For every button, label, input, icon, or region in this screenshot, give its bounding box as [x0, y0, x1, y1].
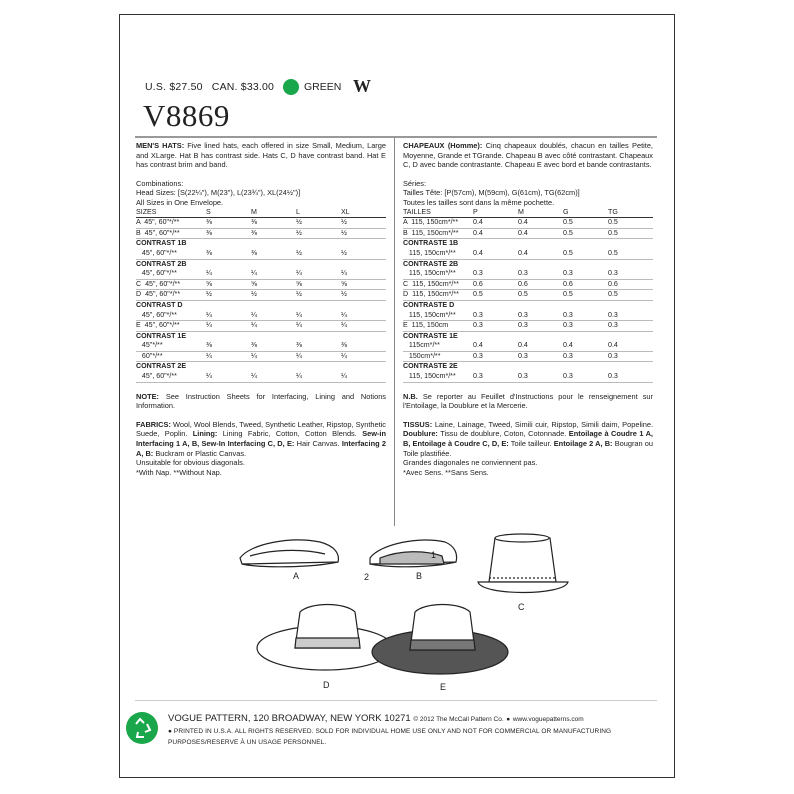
hat-c-label: C	[518, 602, 525, 612]
cell-value: ½	[341, 290, 386, 301]
recycle-icon	[125, 711, 159, 745]
cell-value: ⅝	[251, 279, 296, 290]
cell-value	[473, 259, 518, 269]
hat-d-drawing	[257, 605, 393, 671]
cell-value: 0.3	[518, 269, 563, 279]
row-label: B 45", 60"*/**	[136, 228, 206, 239]
cell-value: ¼	[296, 351, 341, 362]
price-us: U.S. $27.50	[145, 81, 203, 93]
cell-value: 0.5	[608, 228, 653, 239]
row-label: CONTRASTE 1E	[403, 331, 458, 340]
head-sizes: Head Sizes: [S(22¼"), M(23"), L(23¾"), XL(24½")]	[136, 188, 301, 198]
cell-value	[518, 239, 563, 249]
yardage-table	[136, 208, 386, 383]
cell-value: 0.5	[608, 249, 653, 259]
row-label: A 45", 60"*/**	[136, 218, 206, 229]
cell-value	[563, 239, 608, 249]
cell-value	[608, 362, 653, 372]
cell-value: 0.3	[608, 311, 653, 321]
table-row	[136, 341, 386, 351]
table-header-cell: M	[518, 208, 563, 218]
row-label: 115cm*/**	[403, 341, 473, 351]
row-label: D 45", 60"*/**	[136, 290, 206, 301]
pattern-number: V8869	[143, 98, 230, 133]
table-row	[136, 259, 386, 269]
table-row	[403, 218, 653, 229]
cell-value	[341, 259, 386, 269]
hat-e-drawing	[372, 605, 508, 675]
cell-value: 0.5	[563, 218, 608, 229]
cell-value: 0.3	[563, 372, 608, 382]
table-row	[136, 279, 386, 290]
row-label: CONTRAST 1E	[136, 331, 187, 340]
column-divider	[394, 138, 395, 526]
cell-value: ¼	[341, 372, 386, 382]
cell-value	[473, 300, 518, 310]
cell-value	[296, 300, 341, 310]
cell-value: ½	[296, 228, 341, 239]
color-dot	[283, 79, 299, 95]
table-row	[403, 362, 653, 372]
cell-value: ¼	[296, 372, 341, 382]
table-row	[403, 279, 653, 290]
cell-value: ¼	[251, 311, 296, 321]
table-row	[136, 239, 386, 249]
cell-value: 0.6	[473, 279, 518, 290]
cell-value: ¼	[206, 372, 251, 382]
cell-value	[473, 331, 518, 341]
cell-value	[518, 259, 563, 269]
table-row	[403, 239, 653, 249]
head-sizes-fr: Tailles Tête: [P(57cm), M(59cm), G(61cm), TG(62cm)]	[403, 188, 580, 198]
footer-website: www.voguepatterns.com	[512, 716, 584, 723]
row-label: E 115, 150cm	[403, 321, 473, 332]
cell-value: ¼	[206, 269, 251, 279]
cell-value: 0.5	[563, 228, 608, 239]
cell-value: 0.3	[608, 321, 653, 332]
cell-value: 0.3	[518, 372, 563, 382]
cell-value: ¼	[251, 321, 296, 332]
row-label: CONTRAST 2B	[136, 259, 187, 268]
cell-value	[251, 362, 296, 372]
cell-value: ¼	[296, 321, 341, 332]
table-row	[403, 249, 653, 259]
row-label: CONTRASTE 2B	[403, 259, 459, 268]
cell-value: ¼	[296, 311, 341, 321]
footer-address: VOGUE PATTERN, 120 BROADWAY, NEW YORK 10271	[168, 713, 411, 724]
footer-divider	[135, 700, 657, 701]
table-header-row	[136, 208, 386, 218]
table-row	[403, 290, 653, 301]
cell-value: 0.3	[473, 321, 518, 332]
hat-drawings	[230, 520, 590, 695]
cell-value	[473, 362, 518, 372]
table-row	[403, 300, 653, 310]
cell-value: ⅜	[206, 341, 251, 351]
table-row	[136, 321, 386, 332]
cell-value: ⅜	[206, 218, 251, 229]
hat-b-label: B	[416, 571, 423, 581]
cell-value	[563, 300, 608, 310]
cell-value: ½	[341, 218, 386, 229]
unsuitable: Unsuitable for obvious diagonals.	[136, 458, 245, 468]
cell-value: 0.4	[473, 218, 518, 229]
row-label: 115, 150cm*/**	[403, 311, 473, 321]
price-line	[145, 81, 280, 93]
cell-value	[518, 300, 563, 310]
cell-value	[608, 239, 653, 249]
table-row	[136, 372, 386, 382]
brand-mark: W	[353, 76, 371, 96]
cell-value: 0.3	[518, 321, 563, 332]
header-divider	[135, 136, 657, 138]
hat-illustrations	[230, 520, 590, 695]
table-row	[403, 351, 653, 362]
nap-note: *With Nap. **Without Nap.	[136, 467, 222, 477]
cell-value: ¼	[341, 311, 386, 321]
hat-e-label: E	[440, 682, 447, 692]
row-label: CONTRAST D	[136, 300, 183, 309]
cell-value: 0.4	[563, 341, 608, 351]
cell-value	[341, 300, 386, 310]
table-header-cell: S	[206, 208, 251, 218]
cell-value: 0.4	[518, 228, 563, 239]
row-label: 115, 150cm*/**	[403, 269, 473, 279]
cell-value: ⅜	[341, 341, 386, 351]
footer-copyright: © 2012 The McCall Pattern Co.	[413, 716, 504, 723]
hat-a-drawing	[240, 540, 338, 567]
row-label: 115, 150cm*/**	[403, 249, 473, 259]
nap-note-fr: *Avec Sens. **Sans Sens.	[403, 467, 489, 477]
cell-value	[251, 259, 296, 269]
table-header-cell: P	[473, 208, 518, 218]
row-label: E 45", 60"*/**	[136, 321, 206, 332]
row-label: CONTRASTE 2E	[403, 362, 458, 371]
row-label: 115, 150cm*/**	[403, 372, 473, 382]
cell-value: ½	[341, 249, 386, 259]
cell-value: 0.3	[518, 311, 563, 321]
table-header-cell: L	[296, 208, 341, 218]
cell-value	[608, 331, 653, 341]
cell-value	[473, 239, 518, 249]
cell-value	[251, 239, 296, 249]
cell-value: ¼	[341, 351, 386, 362]
cell-value: 0.3	[563, 321, 608, 332]
row-label: 150cm*/**	[403, 351, 473, 362]
series-label: Séries:	[403, 178, 427, 188]
cell-value: ½	[341, 228, 386, 239]
cell-value: 0.3	[473, 372, 518, 382]
unsuitable-fr: Grandes diagonales ne conviennent pas.	[403, 458, 538, 468]
table-header-cell: M	[251, 208, 296, 218]
cell-value: 0.3	[563, 311, 608, 321]
cell-value: ⅜	[251, 341, 296, 351]
cell-value: ¼	[251, 372, 296, 382]
footer-address-line: VOGUE PATTERN, 120 BROADWAY, NEW YORK 10271 © 2012 The McCall Pattern Co. ● www.voguepatterns.com	[168, 713, 584, 724]
combinations-label: Combinations:	[136, 178, 184, 188]
table-row	[136, 331, 386, 341]
row-label: B 115, 150cm*/**	[403, 228, 473, 239]
row-label: CONTRASTE 1B	[403, 239, 459, 248]
cell-value: ⅝	[206, 279, 251, 290]
table-row	[136, 300, 386, 310]
all-sizes: All Sizes in One Envelope.	[136, 197, 224, 207]
table-header-cell: TG	[608, 208, 653, 218]
cell-value: ⅜	[251, 218, 296, 229]
price-can: CAN. $33.00	[211, 81, 275, 93]
all-sizes-fr: Toutes les tailles sont dans la même pochette.	[403, 197, 555, 207]
cell-value: 0.6	[518, 279, 563, 290]
color-label: GREEN	[304, 81, 342, 93]
table-row	[403, 311, 653, 321]
row-label: A 115, 150cm*/**	[403, 218, 473, 229]
cell-value: 0.4	[473, 249, 518, 259]
cell-value: 0.5	[473, 290, 518, 301]
cell-value	[518, 331, 563, 341]
cell-value	[206, 300, 251, 310]
table-row	[136, 249, 386, 259]
table-row	[403, 372, 653, 382]
cell-value	[251, 331, 296, 341]
table-header-cell: SIZES	[136, 208, 206, 218]
footer-notice: ● PRINTED IN U.S.A. ALL RIGHTS RESERVED. SOLD FOR INDIVIDUAL HOME USE ONLY AND NOT FOR COMMERCIAL OR MANUFACTURING PURPOSES/RESERVE À UN USAGE PERSONNEL.	[168, 728, 612, 746]
cell-value: ½	[296, 290, 341, 301]
row-label: CONTRASTE D	[403, 300, 455, 309]
row-label: D 115, 150cm*/**	[403, 290, 473, 301]
cell-value: 0.4	[473, 228, 518, 239]
cell-value: ⅜	[206, 249, 251, 259]
row-label: 45"*/**	[136, 341, 206, 351]
row-label: C 45", 60"*/**	[136, 279, 206, 290]
row-label: 45", 60"*/**	[136, 269, 206, 279]
table-row	[403, 228, 653, 239]
cell-value: ¼	[206, 311, 251, 321]
cell-value: 0.5	[608, 218, 653, 229]
cell-value: 0.5	[518, 290, 563, 301]
hat-d-label: D	[323, 680, 330, 690]
fabrics-fr: TISSUS: Laine, Lainage, Tweed, Simili cuir, Ripstop, Simili daim, Popeline. Doublure: Tissu de doublure, Coton, Cotonnade. Entoilage à Coudre 1 A, B, Entoilage à Coudre C, D, E: Toile tailleur. Entoilage 2 A, B: Bougran ou Toile plastifiée.	[403, 419, 654, 458]
cell-value: ¼	[206, 321, 251, 332]
row-label: CONTRAST 1B	[136, 239, 187, 248]
cell-value: 0.3	[473, 311, 518, 321]
table-row	[403, 269, 653, 279]
cell-value	[608, 300, 653, 310]
cell-value	[341, 239, 386, 249]
cell-value: ¼	[251, 351, 296, 362]
yardage-table-fr	[403, 208, 653, 383]
table-row	[136, 228, 386, 239]
cell-value: 0.4	[473, 341, 518, 351]
cell-value	[206, 239, 251, 249]
cell-value	[296, 331, 341, 341]
cell-value: 0.3	[608, 372, 653, 382]
table-header-cell: TAILLES	[403, 208, 473, 218]
cell-value: ¼	[341, 321, 386, 332]
cell-value	[206, 259, 251, 269]
hat-a-label: A	[293, 571, 300, 581]
table-header-cell: XL	[341, 208, 386, 218]
row-label: 45", 60"*/**	[136, 311, 206, 321]
cell-value: ½	[206, 290, 251, 301]
cell-value: ⅜	[206, 228, 251, 239]
cell-value	[563, 362, 608, 372]
table-header-cell: G	[563, 208, 608, 218]
cell-value: 0.5	[563, 249, 608, 259]
cell-value	[608, 259, 653, 269]
cell-value: ¼	[296, 269, 341, 279]
table-row	[403, 259, 653, 269]
cell-value: 0.3	[563, 269, 608, 279]
cell-value: 0.5	[608, 290, 653, 301]
cell-value: 0.3	[473, 351, 518, 362]
cell-value: ¼	[206, 351, 251, 362]
cell-value	[206, 331, 251, 341]
cell-value	[341, 331, 386, 341]
row-label: 60"*/**	[136, 351, 206, 362]
table-row	[403, 331, 653, 341]
cell-value	[206, 362, 251, 372]
french-column	[403, 141, 653, 477]
table-row	[403, 321, 653, 332]
cell-value: 0.4	[518, 249, 563, 259]
cell-value: 0.3	[608, 269, 653, 279]
callout-1: 1	[431, 550, 437, 560]
table-row	[136, 351, 386, 362]
cell-value: ⅜	[296, 341, 341, 351]
cell-value: 0.4	[518, 218, 563, 229]
cell-value: 0.3	[518, 351, 563, 362]
cell-value	[296, 259, 341, 269]
cell-value	[518, 362, 563, 372]
cell-value	[563, 259, 608, 269]
cell-value: ½	[296, 218, 341, 229]
cell-value: ¼	[341, 269, 386, 279]
cell-value: ¼	[251, 269, 296, 279]
cell-value: ⅜	[251, 249, 296, 259]
table-row	[136, 290, 386, 301]
cell-value: 0.4	[518, 341, 563, 351]
callout-2: 2	[364, 572, 370, 582]
cell-value: ⅜	[251, 228, 296, 239]
cell-value: 0.3	[563, 351, 608, 362]
cell-value: 0.6	[608, 279, 653, 290]
cell-value: 0.3	[473, 269, 518, 279]
row-label: C 115, 150cm*/**	[403, 279, 473, 290]
cell-value	[563, 331, 608, 341]
cell-value: 0.5	[563, 290, 608, 301]
hat-b-drawing	[370, 540, 457, 567]
row-label: 45", 60"*/**	[136, 372, 206, 382]
cell-value: ½	[296, 249, 341, 259]
cell-value	[296, 239, 341, 249]
cell-value	[296, 362, 341, 372]
table-row	[136, 218, 386, 229]
row-label: 45", 60"*/**	[136, 249, 206, 259]
cell-value: 0.6	[563, 279, 608, 290]
table-row	[403, 341, 653, 351]
note-fr: N.B. Se reporter au Feuillet d'Instructions pour le renseignement sur l'Entoilage, la Doublure et la Mercerie.	[403, 391, 653, 411]
row-label: CONTRAST 2E	[136, 362, 187, 371]
cell-value	[341, 362, 386, 372]
cell-value: 0.3	[608, 351, 653, 362]
cell-value: ⅝	[341, 279, 386, 290]
table-row	[136, 311, 386, 321]
table-header-row	[403, 208, 653, 218]
english-column	[136, 141, 386, 477]
hat-c-drawing	[478, 534, 568, 593]
table-row	[136, 362, 386, 372]
table-row	[136, 269, 386, 279]
description-fr: CHAPEAUX (Homme): Cinq chapeaux doublés, chacun en tailles Petite, Moyenne, Grande et TGrande. Chapeau B avec côté contrastant. Chapeaux C, D avec bande contrastante. Chapeau E avec bord et bande contrastants.	[403, 141, 653, 170]
cell-value: 0.4	[608, 341, 653, 351]
cell-value: ⅝	[296, 279, 341, 290]
cell-value	[251, 300, 296, 310]
fabrics: FABRICS: Wool, Wool Blends, Tweed, Synthetic Leather, Ripstop, Synthetic Suede, Poplin. Lining: Lining Fabric, Cotton, Cotton Blends. Sew-in Interfacing 1 A, B, Sew-In Interfacing C, D, E: Hair Canvas. Interfacing 2 A, B: Buckram or Plastic Canvas.	[136, 419, 387, 458]
description: MEN'S HATS: Five lined hats, each offered in size Small, Medium, Large and XLarge. Hat B has contrast side. Hats C, D have contrast band. Hat E has contrast brim and band.	[136, 141, 386, 170]
cell-value: ½	[251, 290, 296, 301]
note: NOTE: See Instruction Sheets for Interfacing, Lining and Notions Information.	[136, 391, 386, 411]
